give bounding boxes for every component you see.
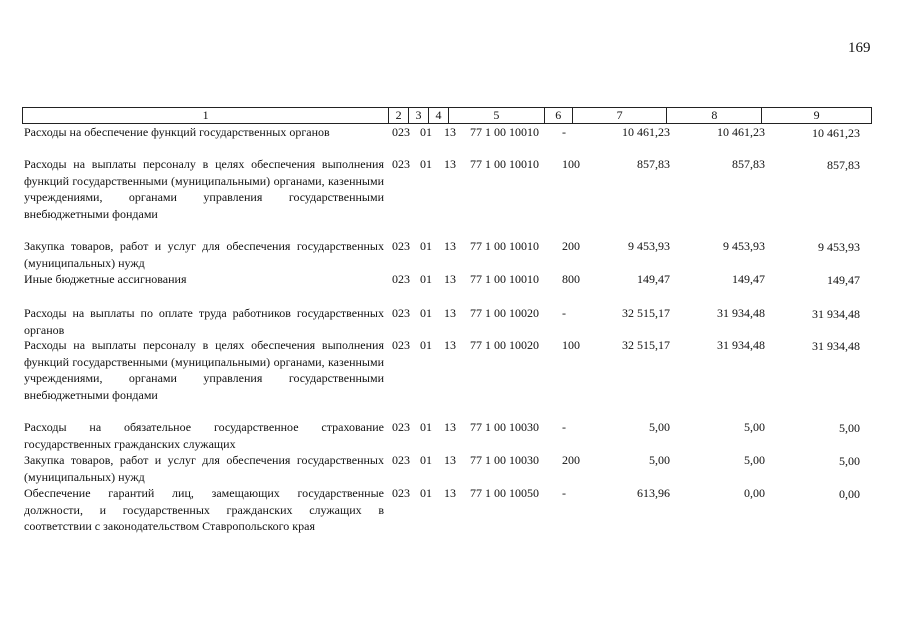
- row-section-code: 01: [420, 272, 432, 286]
- row-amount-8: 5,00: [744, 420, 765, 434]
- row-description: Расходы на выплаты по оплате труда работников государственных органов: [24, 306, 384, 337]
- row-amount-7: 32 515,17: [622, 306, 670, 320]
- row-expense-type: -: [562, 125, 566, 139]
- header-col-8: 8: [666, 108, 761, 123]
- row-amount-7: 9 453,93: [628, 239, 670, 253]
- row-subsection-code: 13: [444, 486, 456, 500]
- row-description: Закупка товаров, работ и услуг для обеспечения государственных (муниципальных) нужд: [24, 453, 384, 484]
- row-section-code: 01: [420, 420, 432, 434]
- row-subsection-code: 13: [444, 157, 456, 171]
- row-subsection-code: 13: [444, 420, 456, 434]
- row-amount-8: 5,00: [744, 453, 765, 467]
- row-amount-9: 149,47: [827, 273, 860, 287]
- row-description: Расходы на обязательное государственное страхование государственных гражданских служащих: [24, 420, 384, 451]
- row-description: Расходы на выплаты персоналу в целях обеспечения выполнения функций государственными (муниципальными) органами, казенными учреждениями, органами управления государственными внебюджетными фондами: [24, 338, 384, 402]
- row-subsection-code: 13: [444, 338, 456, 352]
- row-amount-7: 10 461,23: [622, 125, 670, 139]
- row-amount-7: 5,00: [649, 453, 670, 467]
- row-description: Иные бюджетные ассигнования: [24, 272, 187, 286]
- row-section-code: 01: [420, 125, 432, 139]
- row-description: Расходы на выплаты персоналу в целях обеспечения выполнения функций государственными (муниципальными) органами, казенными учреждениями, органами управления государственными внебюджетными фондами: [24, 157, 384, 221]
- row-amount-9: 5,00: [839, 454, 860, 468]
- row-amount-8: 31 934,48: [717, 338, 765, 352]
- row-expense-type: 100: [562, 157, 580, 171]
- row-amount-9: 31 934,48: [812, 339, 860, 353]
- row-amount-7: 149,47: [637, 272, 670, 286]
- header-col-2: 2: [388, 108, 408, 123]
- row-subsection-code: 13: [444, 453, 456, 467]
- row-target-code: 77 1 00 10020: [470, 338, 539, 352]
- row-amount-8: 10 461,23: [717, 125, 765, 139]
- header-col-1: 1: [202, 108, 209, 122]
- header-col-5: 5: [448, 108, 544, 123]
- row-amount-8: 0,00: [744, 486, 765, 500]
- header-col-9: 9: [761, 108, 871, 123]
- header-col-3: 3: [408, 108, 428, 123]
- row-expense-type: 200: [562, 453, 580, 467]
- row-section-code: 01: [420, 453, 432, 467]
- row-target-code: 77 1 00 10010: [470, 239, 539, 253]
- row-expense-type: 200: [562, 239, 580, 253]
- row-section-code: 01: [420, 338, 432, 352]
- row-ministry-code: 023: [392, 272, 410, 286]
- row-amount-8: 857,83: [732, 157, 765, 171]
- row-amount-7: 613,96: [637, 486, 670, 500]
- row-expense-type: 100: [562, 338, 580, 352]
- row-ministry-code: 023: [392, 239, 410, 253]
- row-section-code: 01: [420, 486, 432, 500]
- row-ministry-code: 023: [392, 125, 410, 139]
- row-amount-9: 31 934,48: [812, 307, 860, 321]
- table-header: [22, 107, 872, 124]
- row-amount-9: 9 453,93: [818, 240, 860, 254]
- row-target-code: 77 1 00 10030: [470, 453, 539, 467]
- row-amount-8: 31 934,48: [717, 306, 765, 320]
- row-target-code: 77 1 00 10050: [470, 486, 539, 500]
- row-section-code: 01: [420, 157, 432, 171]
- row-subsection-code: 13: [444, 272, 456, 286]
- row-ministry-code: 023: [392, 420, 410, 434]
- row-amount-9: 10 461,23: [812, 126, 860, 140]
- row-amount-7: 32 515,17: [622, 338, 670, 352]
- row-ministry-code: 023: [392, 306, 410, 320]
- header-col-4: 4: [428, 108, 448, 123]
- row-amount-8: 149,47: [732, 272, 765, 286]
- row-target-code: 77 1 00 10030: [470, 420, 539, 434]
- row-target-code: 77 1 00 10010: [470, 125, 539, 139]
- row-description: Обеспечение гарантий лиц, замещающих государственные должности, и государственных гражданских служащих в соответствии с законодательством Ставропольского края: [24, 486, 384, 533]
- row-expense-type: -: [562, 420, 566, 434]
- row-section-code: 01: [420, 239, 432, 253]
- row-target-code: 77 1 00 10020: [470, 306, 539, 320]
- row-description: Закупка товаров, работ и услуг для обеспечения государственных (муниципальных) нужд: [24, 239, 384, 270]
- row-subsection-code: 13: [444, 125, 456, 139]
- row-expense-type: -: [562, 486, 566, 500]
- row-amount-9: 0,00: [839, 487, 860, 501]
- row-expense-type: 800: [562, 272, 580, 286]
- row-subsection-code: 13: [444, 306, 456, 320]
- page-number: 169: [848, 40, 871, 56]
- row-subsection-code: 13: [444, 239, 456, 253]
- row-ministry-code: 023: [392, 157, 410, 171]
- row-target-code: 77 1 00 10010: [470, 272, 539, 286]
- row-ministry-code: 023: [392, 486, 410, 500]
- row-amount-7: 857,83: [637, 157, 670, 171]
- row-description: Расходы на обеспечение функций государственных органов: [24, 125, 330, 139]
- row-amount-9: 5,00: [839, 421, 860, 435]
- header-col-6: 6: [544, 108, 572, 123]
- header-col-7: 7: [572, 108, 667, 123]
- row-amount-7: 5,00: [649, 420, 670, 434]
- row-target-code: 77 1 00 10010: [470, 157, 539, 171]
- row-ministry-code: 023: [392, 453, 410, 467]
- row-amount-8: 9 453,93: [723, 239, 765, 253]
- row-section-code: 01: [420, 306, 432, 320]
- row-expense-type: -: [562, 306, 566, 320]
- row-amount-9: 857,83: [827, 158, 860, 172]
- row-ministry-code: 023: [392, 338, 410, 352]
